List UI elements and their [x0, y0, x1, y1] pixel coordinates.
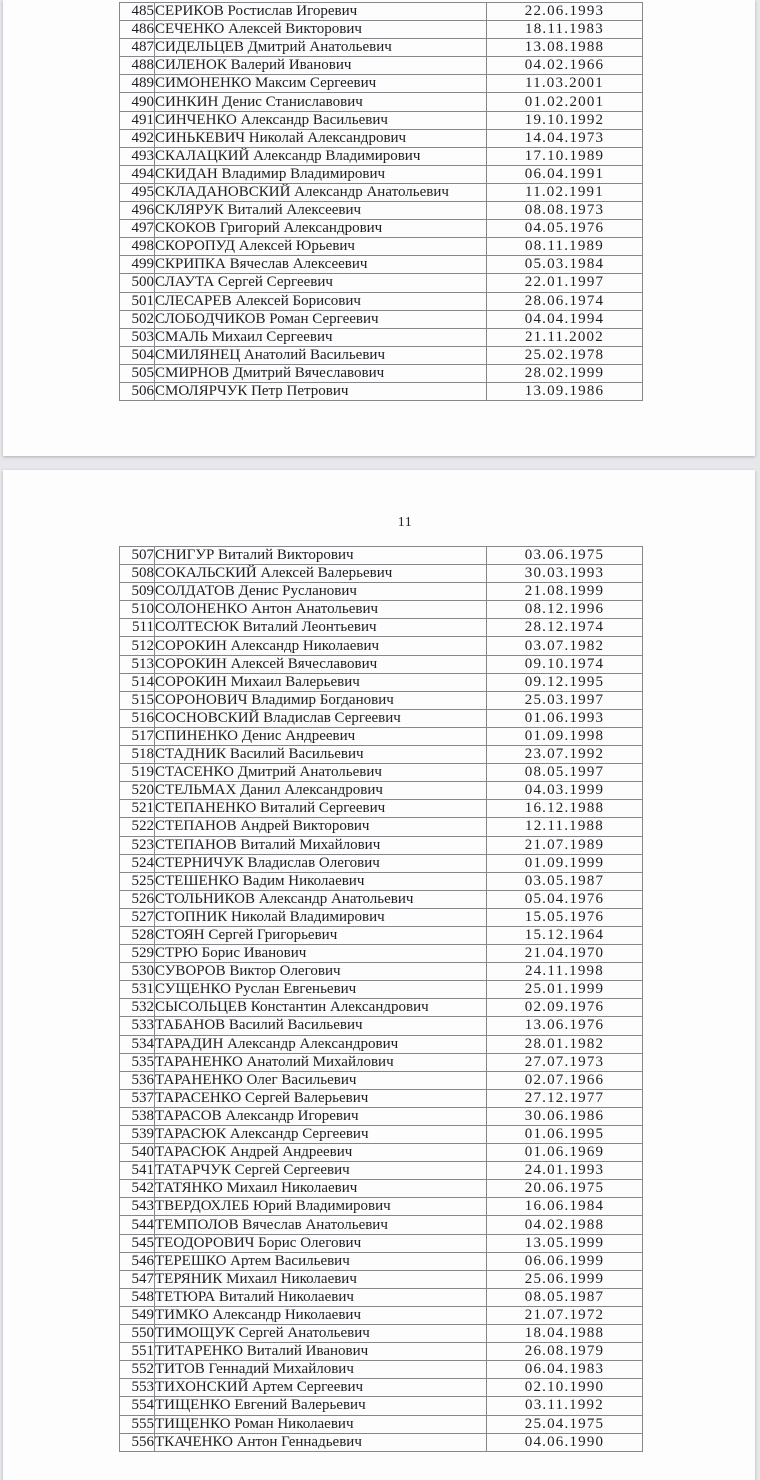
row-number-cell: 494 [120, 165, 155, 183]
row-number-cell: 489 [120, 75, 155, 93]
table-row [120, 655, 643, 673]
row-number-cell: 509 [120, 583, 155, 601]
row-number-cell: 504 [120, 346, 155, 364]
row-number-cell: 500 [120, 274, 155, 292]
birth-date-cell: 02.07.1966 [487, 1071, 643, 1089]
table-row [120, 709, 643, 727]
name-cell: ТЕМПОЛОВ Вячеслав Анатольевич [155, 1216, 487, 1234]
table-row [120, 1126, 643, 1144]
birth-date-cell: 26.08.1979 [487, 1343, 643, 1361]
table-row [120, 238, 643, 256]
row-number-cell: 485 [120, 3, 155, 21]
table-row [120, 1035, 643, 1053]
row-number-cell: 546 [120, 1252, 155, 1270]
table-row [120, 1107, 643, 1125]
row-number-cell: 488 [120, 57, 155, 75]
name-cell: СИНЧЕНКО Александр Васильевич [155, 111, 487, 129]
table-row [120, 908, 643, 926]
row-number-cell: 550 [120, 1325, 155, 1343]
table-row [120, 619, 643, 637]
row-number-cell: 514 [120, 673, 155, 691]
birth-date-cell: 20.06.1975 [487, 1180, 643, 1198]
birth-date-cell: 28.06.1974 [487, 292, 643, 310]
row-number-cell: 519 [120, 764, 155, 782]
row-number-cell: 506 [120, 382, 155, 400]
table-row [120, 1397, 643, 1415]
birth-date-cell: 08.05.1987 [487, 1288, 643, 1306]
row-number-cell: 553 [120, 1379, 155, 1397]
row-number-cell: 495 [120, 183, 155, 201]
birth-date-cell: 30.06.1986 [487, 1107, 643, 1125]
name-cell: СУЩЕНКО Руслан Евгеньевич [155, 981, 487, 999]
birth-date-cell: 03.05.1987 [487, 872, 643, 890]
name-cell: ТЕРЯНИК Михаил Николаевич [155, 1270, 487, 1288]
table-row [120, 57, 643, 75]
row-number-cell: 531 [120, 981, 155, 999]
birth-date-cell: 25.04.1975 [487, 1415, 643, 1433]
name-cell: ТАРАСЮК Андрей Андреевич [155, 1144, 487, 1162]
birth-date-cell: 01.02.2001 [487, 93, 643, 111]
name-cell: ТАРАСЕНКО Сергей Валерьевич [155, 1089, 487, 1107]
name-cell: СНИГУР Виталий Викторович [155, 547, 487, 565]
table-row [120, 818, 643, 836]
personnel-table-page-2 [119, 546, 643, 1452]
birth-date-cell: 04.02.1966 [487, 57, 643, 75]
name-cell: СЕРИКОВ Ростислав Игоревич [155, 3, 487, 21]
row-number-cell: 512 [120, 637, 155, 655]
birth-date-cell: 06.04.1983 [487, 1361, 643, 1379]
table-row [120, 1198, 643, 1216]
name-cell: СОЛОНЕНКО Антон Анатольевич [155, 601, 487, 619]
document-page-1 [3, 0, 755, 456]
table-row [120, 165, 643, 183]
name-cell: СИНКИН Денис Станиславович [155, 93, 487, 111]
name-cell: ТИЩЕНКО Роман Николаевич [155, 1415, 487, 1433]
name-cell: СТОЯН Сергей Григорьевич [155, 926, 487, 944]
row-number-cell: 551 [120, 1343, 155, 1361]
table-row [120, 746, 643, 764]
row-number-cell: 521 [120, 800, 155, 818]
birth-date-cell: 13.09.1986 [487, 382, 643, 400]
name-cell: СТОПНИК Николай Владимирович [155, 908, 487, 926]
birth-date-cell: 12.11.1988 [487, 818, 643, 836]
name-cell: СТЕШЕНКО Вадим Николаевич [155, 872, 487, 890]
name-cell: СПИНЕНКО Денис Андреевич [155, 727, 487, 745]
row-number-cell: 493 [120, 147, 155, 165]
name-cell: СТРЮ Борис Иванович [155, 945, 487, 963]
birth-date-cell: 15.05.1976 [487, 908, 643, 926]
row-number-cell: 496 [120, 202, 155, 220]
birth-date-cell: 08.08.1973 [487, 202, 643, 220]
table-row [120, 3, 643, 21]
row-number-cell: 516 [120, 709, 155, 727]
row-number-cell: 486 [120, 21, 155, 39]
name-cell: СОРОКИН Алексей Вячеславович [155, 655, 487, 673]
birth-date-cell: 28.12.1974 [487, 619, 643, 637]
birth-date-cell: 05.03.1984 [487, 256, 643, 274]
name-cell: СМИРНОВ Дмитрий Вячеславович [155, 364, 487, 382]
row-number-cell: 490 [120, 93, 155, 111]
birth-date-cell: 08.05.1997 [487, 764, 643, 782]
row-number-cell: 549 [120, 1306, 155, 1324]
name-cell: СИНЬКЕВИЧ Николай Александрович [155, 129, 487, 147]
row-number-cell: 522 [120, 818, 155, 836]
name-cell: СОЛДАТОВ Денис Русланович [155, 583, 487, 601]
birth-date-cell: 16.06.1984 [487, 1198, 643, 1216]
row-number-cell: 555 [120, 1415, 155, 1433]
name-cell: СКЛАДАНОВСКИЙ Александр Анатольевич [155, 183, 487, 201]
row-number-cell: 487 [120, 39, 155, 57]
table-row [120, 872, 643, 890]
document-page-2 [3, 470, 755, 1480]
birth-date-cell: 24.11.1998 [487, 963, 643, 981]
row-number-cell: 552 [120, 1361, 155, 1379]
birth-date-cell: 17.10.1989 [487, 147, 643, 165]
name-cell: ТИТОВ Геннадий Михайлович [155, 1361, 487, 1379]
table-row [120, 800, 643, 818]
row-number-cell: 524 [120, 854, 155, 872]
row-number-cell: 540 [120, 1144, 155, 1162]
table-row [120, 637, 643, 655]
table-row [120, 39, 643, 57]
table-row [120, 1089, 643, 1107]
table-row [120, 183, 643, 201]
birth-date-cell: 13.06.1976 [487, 1017, 643, 1035]
name-cell: СКИДАН Владимир Владимирович [155, 165, 487, 183]
name-cell: СТЕПАНОВ Виталий Михайлович [155, 836, 487, 854]
row-number-cell: 544 [120, 1216, 155, 1234]
birth-date-cell: 13.08.1988 [487, 39, 643, 57]
name-cell: ТИМОЩУК Сергей Анатольевич [155, 1325, 487, 1343]
table-row [120, 1216, 643, 1234]
name-cell: СОСНОВСКИЙ Владислав Сергеевич [155, 709, 487, 727]
birth-date-cell: 21.07.1989 [487, 836, 643, 854]
birth-date-cell: 21.08.1999 [487, 583, 643, 601]
name-cell: СКЛЯРУК Виталий Алексеевич [155, 202, 487, 220]
name-cell: СЕЧЕНКО Алексей Викторович [155, 21, 487, 39]
name-cell: ТАРАСОВ Александр Игоревич [155, 1107, 487, 1125]
birth-date-cell: 08.11.1989 [487, 238, 643, 256]
birth-date-cell: 13.05.1999 [487, 1234, 643, 1252]
row-number-cell: 520 [120, 782, 155, 800]
name-cell: СТАСЕНКО Дмитрий Анатольевич [155, 764, 487, 782]
row-number-cell: 543 [120, 1198, 155, 1216]
birth-date-cell: 04.03.1999 [487, 782, 643, 800]
name-cell: СТЕЛЬМАХ Данил Александрович [155, 782, 487, 800]
table-row [120, 292, 643, 310]
birth-date-cell: 21.07.1972 [487, 1306, 643, 1324]
birth-date-cell: 18.11.1983 [487, 21, 643, 39]
birth-date-cell: 04.02.1988 [487, 1216, 643, 1234]
birth-date-cell: 02.09.1976 [487, 999, 643, 1017]
table-row [120, 854, 643, 872]
name-cell: СКОРОПУД Алексей Юрьевич [155, 238, 487, 256]
birth-date-cell: 01.09.1998 [487, 727, 643, 745]
table-row [120, 220, 643, 238]
birth-date-cell: 03.11.1992 [487, 1397, 643, 1415]
row-number-cell: 541 [120, 1162, 155, 1180]
name-cell: СИДЕЛЬЦЕВ Дмитрий Анатольевич [155, 39, 487, 57]
table-row [120, 202, 643, 220]
name-cell: ТАРАНЕНКО Анатолий Михайлович [155, 1053, 487, 1071]
table-row [120, 926, 643, 944]
row-number-cell: 529 [120, 945, 155, 963]
birth-date-cell: 30.03.1993 [487, 565, 643, 583]
row-number-cell: 547 [120, 1270, 155, 1288]
table-row [120, 93, 643, 111]
row-number-cell: 499 [120, 256, 155, 274]
table-row [120, 364, 643, 382]
table-row [120, 1433, 643, 1451]
name-cell: ТАРАСЮК Александр Сергеевич [155, 1126, 487, 1144]
name-cell: ТИМКО Александр Николаевич [155, 1306, 487, 1324]
row-number-cell: 537 [120, 1089, 155, 1107]
table-row [120, 1053, 643, 1071]
table-row [120, 945, 643, 963]
table-row [120, 310, 643, 328]
row-number-cell: 491 [120, 111, 155, 129]
row-number-cell: 497 [120, 220, 155, 238]
name-cell: СИМОНЕНКО Максим Сергеевич [155, 75, 487, 93]
row-number-cell: 513 [120, 655, 155, 673]
birth-date-cell: 16.12.1988 [487, 800, 643, 818]
birth-date-cell: 09.10.1974 [487, 655, 643, 673]
name-cell: СМИЛЯНЕЦ Анатолий Васильевич [155, 346, 487, 364]
row-number-cell: 502 [120, 310, 155, 328]
birth-date-cell: 28.01.1982 [487, 1035, 643, 1053]
birth-date-cell: 08.12.1996 [487, 601, 643, 619]
birth-date-cell: 01.09.1999 [487, 854, 643, 872]
name-cell: СЫСОЛЬЦЕВ Константин Александрович [155, 999, 487, 1017]
name-cell: ТАРАДИН Александр Александрович [155, 1035, 487, 1053]
row-number-cell: 510 [120, 601, 155, 619]
row-number-cell: 536 [120, 1071, 155, 1089]
table-row [120, 1306, 643, 1324]
table-row [120, 1252, 643, 1270]
birth-date-cell: 03.06.1975 [487, 547, 643, 565]
birth-date-cell: 11.02.1991 [487, 183, 643, 201]
row-number-cell: 554 [120, 1397, 155, 1415]
name-cell: СОРОКИН Михаил Валерьевич [155, 673, 487, 691]
birth-date-cell: 03.07.1982 [487, 637, 643, 655]
table-row [120, 256, 643, 274]
birth-date-cell: 25.02.1978 [487, 346, 643, 364]
birth-date-cell: 27.12.1977 [487, 1089, 643, 1107]
row-number-cell: 542 [120, 1180, 155, 1198]
row-number-cell: 507 [120, 547, 155, 565]
row-number-cell: 532 [120, 999, 155, 1017]
birth-date-cell: 01.06.1969 [487, 1144, 643, 1162]
row-number-cell: 515 [120, 691, 155, 709]
table-row [120, 547, 643, 565]
birth-date-cell: 04.06.1990 [487, 1433, 643, 1451]
row-number-cell: 508 [120, 565, 155, 583]
name-cell: СТЕПАНЕНКО Виталий Сергеевич [155, 800, 487, 818]
birth-date-cell: 01.06.1993 [487, 709, 643, 727]
row-number-cell: 492 [120, 129, 155, 147]
row-number-cell: 556 [120, 1433, 155, 1451]
name-cell: СЛЕСАРЕВ Алексей Борисович [155, 292, 487, 310]
table-row [120, 111, 643, 129]
birth-date-cell: 22.06.1993 [487, 3, 643, 21]
page-number: 11 [397, 515, 413, 530]
birth-date-cell: 19.10.1992 [487, 111, 643, 129]
name-cell: СКАЛАЦКИЙ Александр Владимирович [155, 147, 487, 165]
table-row [120, 890, 643, 908]
table-row [120, 328, 643, 346]
birth-date-cell: 06.04.1991 [487, 165, 643, 183]
birth-date-cell: 25.03.1997 [487, 691, 643, 709]
row-number-cell: 528 [120, 926, 155, 944]
name-cell: СУВОРОВ Виктор Олегович [155, 963, 487, 981]
birth-date-cell: 06.06.1999 [487, 1252, 643, 1270]
table-row [120, 981, 643, 999]
table-row [120, 147, 643, 165]
birth-date-cell: 21.11.2002 [487, 328, 643, 346]
table-row [120, 1017, 643, 1035]
name-cell: СТЕПАНОВ Андрей Викторович [155, 818, 487, 836]
birth-date-cell: 02.10.1990 [487, 1379, 643, 1397]
name-cell: ТВЕРДОХЛЕБ Юрий Владимирович [155, 1198, 487, 1216]
row-number-cell: 534 [120, 1035, 155, 1053]
name-cell: СОКАЛЬСКИЙ Алексей Валерьевич [155, 565, 487, 583]
table-row [120, 1270, 643, 1288]
table-row [120, 565, 643, 583]
table-row [120, 346, 643, 364]
name-cell: СОРОКИН Александр Николаевич [155, 637, 487, 655]
name-cell: СМАЛЬ Михаил Сергеевич [155, 328, 487, 346]
name-cell: ТАРАНЕНКО Олег Васильевич [155, 1071, 487, 1089]
table-row [120, 1379, 643, 1397]
table-row [120, 382, 643, 400]
name-cell: ТКАЧЕНКО Антон Геннадьевич [155, 1433, 487, 1451]
birth-date-cell: 09.12.1995 [487, 673, 643, 691]
table-row [120, 1180, 643, 1198]
table-row [120, 583, 643, 601]
row-number-cell: 498 [120, 238, 155, 256]
name-cell: СКОКОВ Григорий Александрович [155, 220, 487, 238]
name-cell: СТОЛЬНИКОВ Александр Анатольевич [155, 890, 487, 908]
table-row [120, 274, 643, 292]
row-number-cell: 545 [120, 1234, 155, 1252]
row-number-cell: 501 [120, 292, 155, 310]
table-row [120, 1288, 643, 1306]
row-number-cell: 527 [120, 908, 155, 926]
birth-date-cell: 11.03.2001 [487, 75, 643, 93]
birth-date-cell: 22.01.1997 [487, 274, 643, 292]
row-number-cell: 533 [120, 1017, 155, 1035]
birth-date-cell: 01.06.1995 [487, 1126, 643, 1144]
birth-date-cell: 27.07.1973 [487, 1053, 643, 1071]
birth-date-cell: 23.07.1992 [487, 746, 643, 764]
table-row [120, 1234, 643, 1252]
name-cell: СТЕРНИЧУК Владислав Олегович [155, 854, 487, 872]
name-cell: ТИЩЕНКО Евгений Валерьевич [155, 1397, 487, 1415]
table-row [120, 727, 643, 745]
name-cell: ТИХОНСКИЙ Артем Сергеевич [155, 1379, 487, 1397]
name-cell: ТЕОДОРОВИЧ Борис Олегович [155, 1234, 487, 1252]
birth-date-cell: 18.04.1988 [487, 1325, 643, 1343]
birth-date-cell: 24.01.1993 [487, 1162, 643, 1180]
table-row [120, 75, 643, 93]
row-number-cell: 503 [120, 328, 155, 346]
name-cell: ТАТАРЧУК Сергей Сергеевич [155, 1162, 487, 1180]
birth-date-cell: 28.02.1999 [487, 364, 643, 382]
name-cell: СОЛТЕСЮК Виталий Леонтьевич [155, 619, 487, 637]
table-row [120, 1343, 643, 1361]
name-cell: ТЕТЮРА Виталий Николаевич [155, 1288, 487, 1306]
table-row [120, 764, 643, 782]
birth-date-cell: 04.05.1976 [487, 220, 643, 238]
birth-date-cell: 21.04.1970 [487, 945, 643, 963]
table-row [120, 1361, 643, 1379]
name-cell: СЛОБОДЧИКОВ Роман Сергеевич [155, 310, 487, 328]
row-number-cell: 525 [120, 872, 155, 890]
row-number-cell: 535 [120, 1053, 155, 1071]
table-row [120, 601, 643, 619]
birth-date-cell: 05.04.1976 [487, 890, 643, 908]
name-cell: СЛАУТА Сергей Сергеевич [155, 274, 487, 292]
birth-date-cell: 25.06.1999 [487, 1270, 643, 1288]
row-number-cell: 548 [120, 1288, 155, 1306]
row-number-cell: 530 [120, 963, 155, 981]
row-number-cell: 539 [120, 1126, 155, 1144]
birth-date-cell: 15.12.1964 [487, 926, 643, 944]
table-row [120, 782, 643, 800]
birth-date-cell: 14.04.1973 [487, 129, 643, 147]
row-number-cell: 523 [120, 836, 155, 854]
birth-date-cell: 04.04.1994 [487, 310, 643, 328]
table-row [120, 1325, 643, 1343]
name-cell: ТАТЯНКО Михаил Николаевич [155, 1180, 487, 1198]
row-number-cell: 538 [120, 1107, 155, 1125]
table-row [120, 691, 643, 709]
row-number-cell: 526 [120, 890, 155, 908]
name-cell: ТИТАРЕНКО Виталий Иванович [155, 1343, 487, 1361]
table-row [120, 129, 643, 147]
table-row [120, 836, 643, 854]
table-row [120, 1144, 643, 1162]
name-cell: СКРИПКА Вячеслав Алексеевич [155, 256, 487, 274]
row-number-cell: 511 [120, 619, 155, 637]
name-cell: ТЕРЕШКО Артем Васильевич [155, 1252, 487, 1270]
table-row [120, 673, 643, 691]
name-cell: СМОЛЯРЧУК Петр Петрович [155, 382, 487, 400]
birth-date-cell: 25.01.1999 [487, 981, 643, 999]
table-row [120, 963, 643, 981]
table-row [120, 1162, 643, 1180]
personnel-table-page-1 [119, 2, 643, 401]
name-cell: ТАБАНОВ Василий Васильевич [155, 1017, 487, 1035]
table-row [120, 1415, 643, 1433]
row-number-cell: 505 [120, 364, 155, 382]
name-cell: СИЛЕНОК Валерий Иванович [155, 57, 487, 75]
table-row [120, 21, 643, 39]
row-number-cell: 517 [120, 727, 155, 745]
row-number-cell: 518 [120, 746, 155, 764]
name-cell: СОРОНОВИЧ Владимир Богданович [155, 691, 487, 709]
table-row [120, 1071, 643, 1089]
name-cell: СТАДНИК Василий Васильевич [155, 746, 487, 764]
table-row [120, 999, 643, 1017]
